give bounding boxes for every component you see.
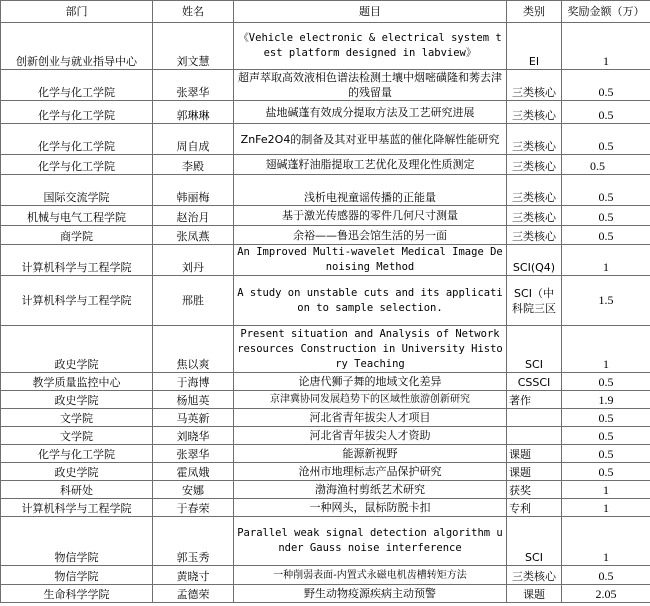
cell-dept[interactable]: 政史学院 bbox=[1, 463, 153, 481]
cell-dept[interactable]: 国际交流学院 bbox=[1, 175, 153, 206]
cell-name[interactable]: 刘丹 bbox=[153, 245, 234, 276]
cell-amount[interactable]: 1.9 bbox=[562, 391, 650, 409]
cell-category[interactable]: 三类核心 bbox=[507, 155, 562, 175]
table-row bbox=[1, 566, 650, 585]
cell-title[interactable]: 盐地碱蓬有效成分提取方法及工艺研究进展 bbox=[234, 101, 507, 124]
cell-category[interactable]: SCI bbox=[507, 517, 562, 566]
cell-name[interactable]: 于海博 bbox=[153, 373, 234, 391]
cell-title[interactable]: An Improved Multi-wavelet Medical Image Denoising Method bbox=[234, 245, 507, 276]
cell-name[interactable]: 刘晓华 bbox=[153, 427, 234, 445]
cell-category[interactable] bbox=[507, 409, 562, 427]
cell-dept[interactable]: 化学与化工学院 bbox=[1, 124, 153, 155]
cell-category[interactable]: 三类核心 bbox=[507, 70, 562, 101]
cell-name[interactable]: 杨旭英 bbox=[153, 391, 234, 409]
table-row bbox=[1, 445, 650, 463]
cell-dept[interactable]: 创新创业与就业指导中心 bbox=[1, 23, 153, 70]
table-row bbox=[1, 481, 650, 499]
cell-title[interactable]: 基于激光传感器的零件几何尺寸测量 bbox=[234, 206, 507, 226]
cell-name[interactable]: 安娜 bbox=[153, 481, 234, 499]
cell-name[interactable]: 刘文慧 bbox=[153, 23, 234, 70]
cell-name[interactable]: 周自成 bbox=[153, 124, 234, 155]
cell-amount[interactable]: 1 bbox=[562, 326, 650, 373]
cell-category[interactable]: 三类核心 bbox=[507, 206, 562, 226]
cell-dept[interactable]: 化学与化工学院 bbox=[1, 70, 153, 101]
cell-title[interactable]: 京津冀协同发展趋势下的区域性旅游创新研究 bbox=[234, 391, 507, 409]
cell-category[interactable]: EI bbox=[507, 23, 562, 70]
table-row bbox=[1, 206, 650, 226]
cell-title[interactable]: 论唐代狮子舞的地域文化差异 bbox=[234, 373, 507, 391]
cell-category[interactable]: SCI(Q4) bbox=[507, 245, 562, 276]
cell-title[interactable]: 余裕——鲁迅会馆生活的另一面 bbox=[234, 226, 507, 245]
header-amount[interactable]: 奖励金额（万） bbox=[562, 1, 650, 23]
cell-dept[interactable]: 机械与电气工程学院 bbox=[1, 206, 153, 226]
table-row bbox=[1, 517, 650, 566]
cell-dept[interactable]: 科研处 bbox=[1, 481, 153, 499]
cell-name[interactable]: 郭琳琳 bbox=[153, 101, 234, 124]
cell-dept[interactable]: 化学与化工学院 bbox=[1, 445, 153, 463]
cell-name[interactable]: 张翠华 bbox=[153, 70, 234, 101]
cell-title[interactable]: 浅析电视童谣传播的正能量 bbox=[234, 175, 507, 206]
cell-title[interactable]: 沧州市地理标志产品保护研究 bbox=[234, 463, 507, 481]
cell-amount[interactable]: 1 bbox=[562, 245, 650, 276]
cell-amount[interactable]: 0.5 bbox=[562, 226, 650, 245]
cell-amount[interactable]: 0.5 bbox=[562, 175, 650, 206]
cell-name[interactable]: 张凤燕 bbox=[153, 226, 234, 245]
cell-amount[interactable]: 0.5 bbox=[562, 463, 650, 481]
cell-title[interactable]: ZnFe2O4的制备及其对亚甲基蓝的催化降解性能研究 bbox=[234, 124, 507, 155]
cell-title[interactable]: 野生动物疫源疾病主动预警 bbox=[234, 585, 507, 603]
header-dept[interactable]: 部门 bbox=[1, 1, 153, 23]
cell-title[interactable]: 《Vehicle electronic & electrical system test platform designed in labview》 bbox=[234, 23, 507, 70]
cell-name[interactable]: 黄晓寸 bbox=[153, 566, 234, 585]
cell-title[interactable]: 一种网头，鼠标防脱卡扣 bbox=[234, 499, 507, 517]
cell-category[interactable]: 三类核心 bbox=[507, 101, 562, 124]
cell-amount[interactable]: 0.5 bbox=[562, 373, 650, 391]
cell-amount[interactable]: 2.05 bbox=[562, 585, 650, 603]
table-row bbox=[1, 373, 650, 391]
cell-dept[interactable]: 教学质量监控中心 bbox=[1, 373, 153, 391]
cell-title[interactable]: Present situation and Analysis of Network resources Construction in University History Teaching bbox=[234, 326, 507, 373]
cell-amount[interactable]: 0.5 bbox=[562, 427, 650, 445]
cell-category[interactable]: CSSCI bbox=[507, 373, 562, 391]
table-row bbox=[1, 585, 650, 603]
cell-name[interactable]: 孟德荣 bbox=[153, 585, 234, 603]
cell-category[interactable]: 三类核心 bbox=[507, 175, 562, 206]
cell-title[interactable]: A study on unstable cuts and its application to sample selection. bbox=[234, 276, 507, 326]
cell-category[interactable]: SCI bbox=[507, 326, 562, 373]
cell-dept[interactable]: 商学院 bbox=[1, 226, 153, 245]
cell-amount[interactable]: 1 bbox=[562, 23, 650, 70]
cell-category[interactable]: SCI（中科院三区 bbox=[507, 276, 562, 326]
cell-name[interactable]: 赵治月 bbox=[153, 206, 234, 226]
cell-name[interactable]: 韩丽梅 bbox=[153, 175, 234, 206]
table-row bbox=[1, 155, 650, 175]
cell-name[interactable]: 邢胜 bbox=[153, 276, 234, 326]
table-row bbox=[1, 101, 650, 124]
cell-name[interactable]: 郭玉秀 bbox=[153, 517, 234, 566]
cell-category[interactable]: 三类核心 bbox=[507, 124, 562, 155]
cell-title[interactable]: 渤海渔村剪纸艺术研究 bbox=[234, 481, 507, 499]
table-row bbox=[1, 226, 650, 245]
cell-amount[interactable]: 0.5 bbox=[562, 206, 650, 226]
header-name[interactable]: 姓名 bbox=[153, 1, 234, 23]
cell-amount[interactable]: 0.5 bbox=[562, 445, 650, 463]
header-title[interactable]: 题目 bbox=[234, 1, 507, 23]
header-category[interactable]: 类别 bbox=[507, 1, 562, 23]
cell-amount[interactable]: 1 bbox=[562, 499, 650, 517]
table-row bbox=[1, 409, 650, 427]
header-row bbox=[1, 1, 650, 23]
cell-title[interactable]: 河北省青年拔尖人才资助 bbox=[234, 427, 507, 445]
cell-amount[interactable]: 1 bbox=[562, 517, 650, 566]
cell-category[interactable]: 三类核心 bbox=[507, 226, 562, 245]
table-row bbox=[1, 326, 650, 373]
table-row bbox=[1, 427, 650, 445]
table-row bbox=[1, 70, 650, 101]
cell-name[interactable]: 霍凤娥 bbox=[153, 463, 234, 481]
cell-dept[interactable]: 物信学院 bbox=[1, 517, 153, 566]
cell-title[interactable]: 一种削弱表面-内置式永磁电机齿槽转矩方法 bbox=[234, 566, 507, 585]
cell-dept[interactable]: 计算机科学与工程学院 bbox=[1, 499, 153, 517]
table-row bbox=[1, 391, 650, 409]
cell-category[interactable]: 获奖 bbox=[507, 481, 562, 499]
cell-amount[interactable]: 0.5 bbox=[562, 155, 650, 175]
cell-title[interactable]: 翅碱蓬籽油脂提取工艺优化及理化性质测定 bbox=[234, 155, 507, 175]
cell-amount[interactable]: 0.5 bbox=[562, 566, 650, 585]
cell-dept[interactable]: 化学与化工学院 bbox=[1, 155, 153, 175]
cell-name[interactable]: 马英新 bbox=[153, 409, 234, 427]
cell-amount[interactable]: 0.5 bbox=[562, 409, 650, 427]
cell-name[interactable]: 于春荣 bbox=[153, 499, 234, 517]
cell-dept[interactable]: 物信学院 bbox=[1, 566, 153, 585]
cell-dept[interactable]: 计算机科学与工程学院 bbox=[1, 276, 153, 326]
table-row bbox=[1, 463, 650, 481]
cell-title[interactable]: 超声萃取高效液相色谱法检测土壤中烟嘧磺隆和莠去津的残留量 bbox=[234, 70, 507, 101]
cell-dept[interactable]: 计算机科学与工程学院 bbox=[1, 245, 153, 276]
cell-category[interactable] bbox=[507, 427, 562, 445]
cell-amount[interactable]: 0.5 bbox=[562, 101, 650, 124]
table-row bbox=[1, 499, 650, 517]
cell-name[interactable]: 李殿 bbox=[153, 155, 234, 175]
cell-category[interactable]: 著作 bbox=[507, 391, 562, 409]
cell-title[interactable]: 河北省青年拔尖人才项目 bbox=[234, 409, 507, 427]
cell-category[interactable]: 课题 bbox=[507, 463, 562, 481]
cell-amount[interactable]: 0.5 bbox=[562, 124, 650, 155]
cell-category[interactable]: 课题 bbox=[507, 585, 562, 603]
cell-dept[interactable]: 文学院 bbox=[1, 427, 153, 445]
cell-name[interactable]: 焦以爽 bbox=[153, 326, 234, 373]
cell-dept[interactable]: 政史学院 bbox=[1, 326, 153, 373]
cell-category[interactable]: 三类核心 bbox=[507, 566, 562, 585]
cell-title[interactable]: Parallel weak signal detection algorithm under Gauss noise interference bbox=[234, 517, 507, 566]
cell-dept[interactable]: 生命科学学院 bbox=[1, 585, 153, 603]
cell-name[interactable]: 张翠华 bbox=[153, 445, 234, 463]
cell-category[interactable]: 课题 bbox=[507, 445, 562, 463]
table-row bbox=[1, 175, 650, 206]
cell-dept[interactable]: 政史学院 bbox=[1, 391, 153, 409]
cell-amount[interactable]: 1.5 bbox=[562, 276, 650, 326]
cell-amount[interactable]: 0.5 bbox=[562, 70, 650, 101]
table-row bbox=[1, 245, 650, 276]
table-row bbox=[1, 124, 650, 155]
table-row bbox=[1, 276, 650, 326]
cell-amount[interactable]: 1 bbox=[562, 481, 650, 499]
cell-title[interactable]: 能源新视野 bbox=[234, 445, 507, 463]
table-row bbox=[1, 23, 650, 70]
cell-category[interactable]: 专利 bbox=[507, 499, 562, 517]
cell-dept[interactable]: 化学与化工学院 bbox=[1, 101, 153, 124]
cell-dept[interactable]: 文学院 bbox=[1, 409, 153, 427]
